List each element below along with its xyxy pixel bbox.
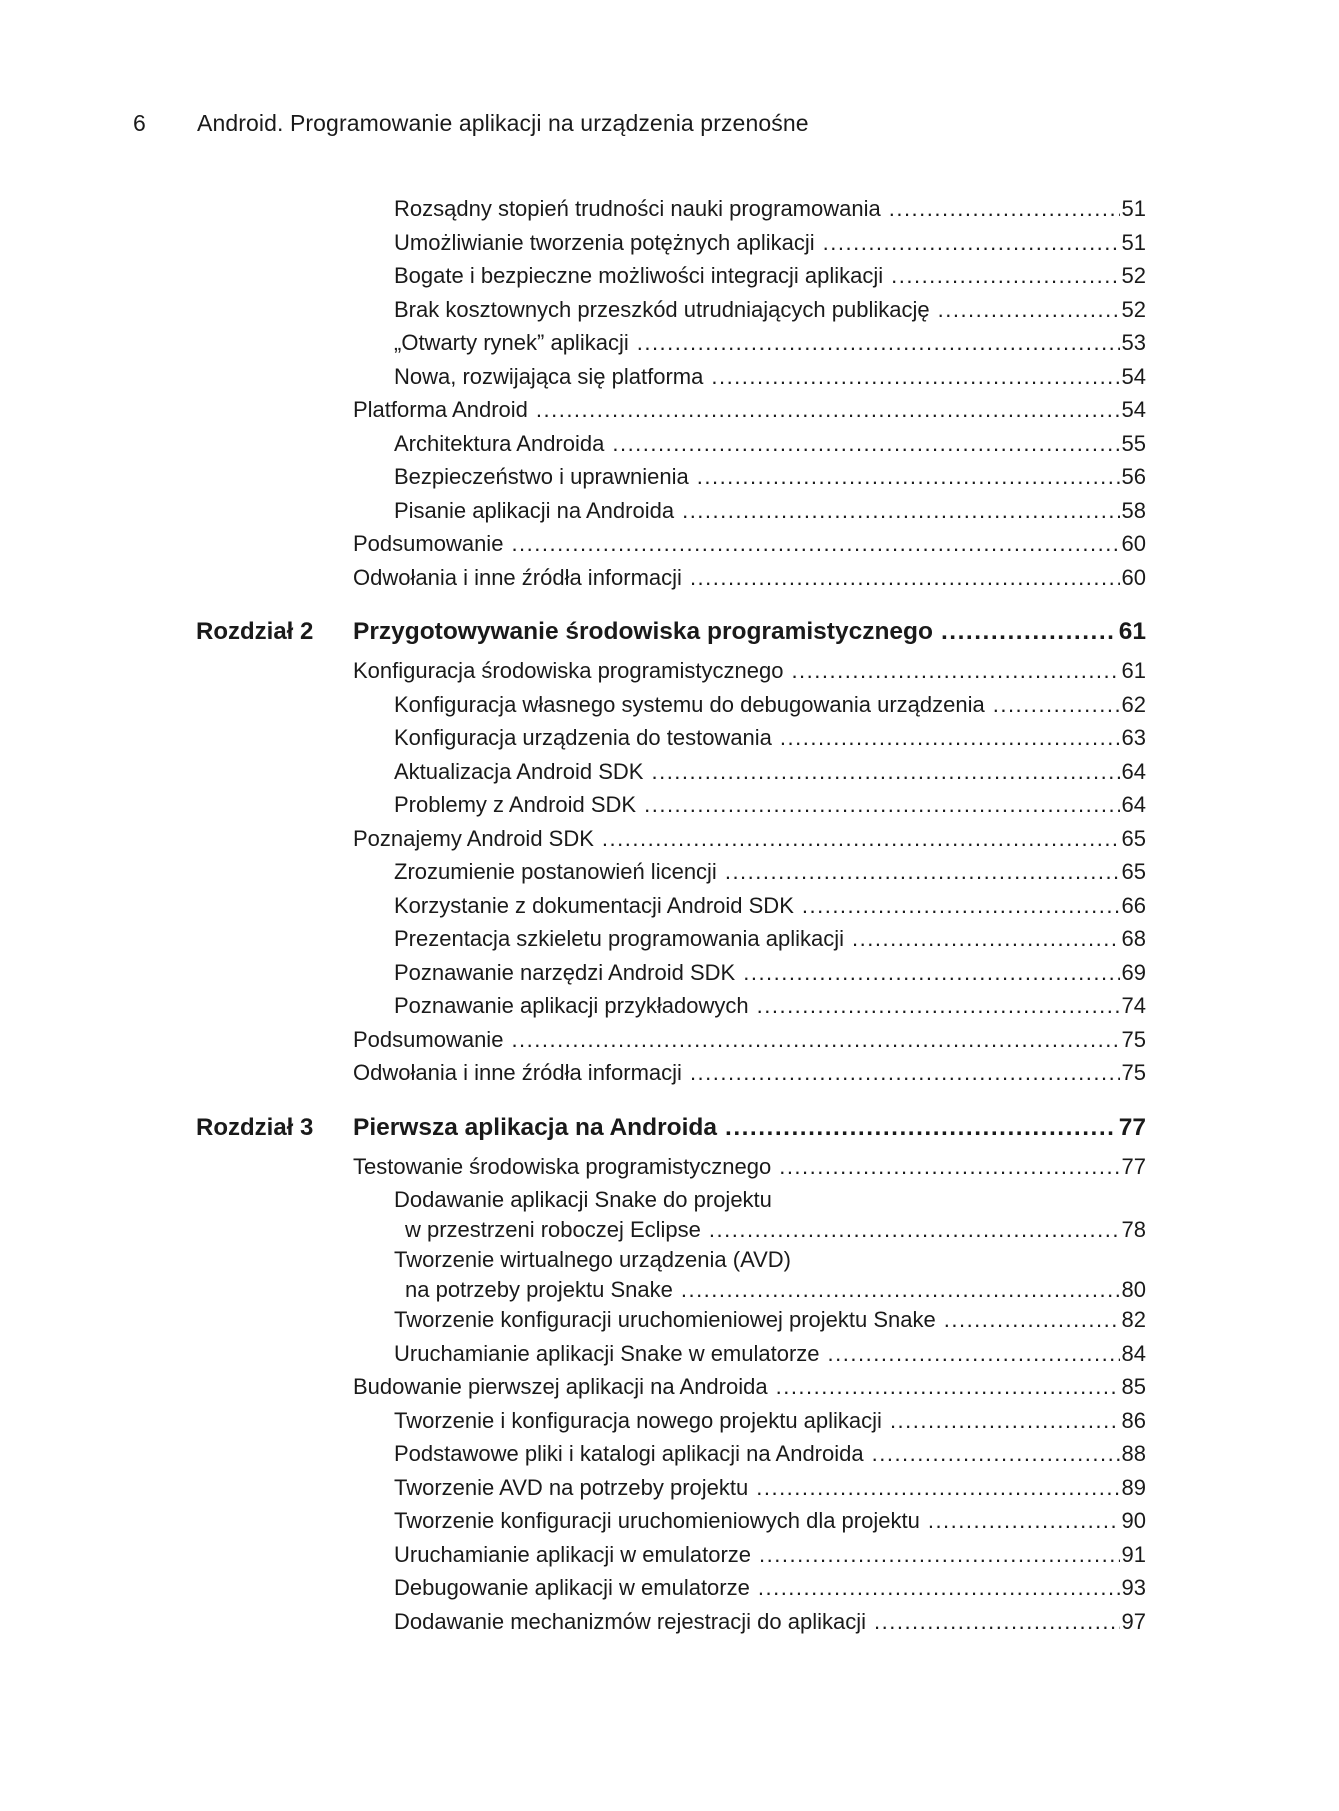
toc-page-number: 52 bbox=[1121, 263, 1146, 288]
leader-dots bbox=[759, 1540, 1119, 1570]
toc-entry-title: Pisanie aplikacji na Androida bbox=[394, 497, 675, 523]
toc-entry bbox=[394, 1439, 1146, 1469]
toc-entry bbox=[394, 790, 1146, 820]
leader-dots bbox=[944, 1305, 1120, 1335]
toc-page-number: 55 bbox=[1121, 430, 1146, 456]
toc-entry-row bbox=[196, 1607, 1146, 1641]
toc-entry bbox=[353, 824, 1146, 854]
toc-entry bbox=[394, 261, 1146, 291]
toc-entry-row bbox=[196, 1439, 1146, 1473]
toc-entry-row bbox=[196, 395, 1146, 429]
toc-entry-row bbox=[196, 1245, 1146, 1305]
toc-entry bbox=[394, 857, 1146, 887]
toc-entry-row bbox=[196, 991, 1146, 1025]
toc-entry-title: Umożliwianie tworzenia potężnych aplikacji bbox=[394, 229, 815, 255]
toc-entry bbox=[394, 1245, 1146, 1305]
toc-chapter-row bbox=[196, 608, 1146, 656]
toc-entry-row bbox=[196, 328, 1146, 362]
toc-page-number: 64 bbox=[1121, 792, 1146, 817]
toc-entry-row bbox=[196, 1372, 1146, 1406]
toc-entry bbox=[394, 1540, 1146, 1570]
leader-dots bbox=[891, 261, 1119, 291]
toc-entry-row bbox=[196, 295, 1146, 329]
leader-dots bbox=[511, 529, 1119, 559]
leader-dots bbox=[709, 1215, 1120, 1245]
toc-entry-row bbox=[196, 1506, 1146, 1540]
toc-entry-title: Budowanie pierwszej aplikacji na Androida bbox=[353, 1374, 768, 1399]
toc-entry bbox=[353, 1025, 1146, 1055]
toc-entry bbox=[353, 1058, 1146, 1088]
toc-entry bbox=[394, 690, 1146, 720]
leader-dots bbox=[651, 757, 1119, 787]
toc-entry bbox=[353, 395, 1146, 425]
leader-dots bbox=[928, 1506, 1120, 1536]
leader-dots bbox=[828, 1339, 1120, 1369]
toc-page-number: 91 bbox=[1121, 1541, 1146, 1567]
toc-entry-title: Podstawowe pliki i katalogi aplikacji na Androida bbox=[394, 1441, 864, 1466]
table-of-contents bbox=[196, 194, 1146, 1640]
toc-entry-title: „Otwarty rynek” aplikacji bbox=[394, 330, 629, 355]
leader-dots bbox=[776, 1372, 1120, 1402]
toc-entry-title: Uruchamianie aplikacji w emulatorze bbox=[394, 1541, 752, 1567]
toc-entry-row bbox=[196, 656, 1146, 690]
toc-entry-row bbox=[196, 757, 1146, 791]
toc-entry-title: Platforma Android bbox=[353, 397, 528, 422]
leader-dots bbox=[757, 991, 1120, 1021]
toc-entry-title: Odwołania i inne źródła informacji bbox=[353, 564, 682, 590]
leader-dots bbox=[612, 429, 1119, 459]
toc-entry-row bbox=[196, 891, 1146, 925]
toc-entry-title: Tworzenie konfiguracji uruchomieniowej projektu Snake bbox=[394, 1307, 936, 1332]
toc-page-number: 58 bbox=[1121, 497, 1146, 523]
toc-entry-row bbox=[196, 462, 1146, 496]
toc-entry-title: Tworzenie wirtualnego urządzenia (AVD) bbox=[394, 1247, 791, 1272]
toc-entry-title: Nowa, rozwijająca się platforma bbox=[394, 363, 704, 389]
toc-page-number: 84 bbox=[1121, 1340, 1146, 1366]
toc-entry bbox=[394, 723, 1146, 753]
toc-page-number: 75 bbox=[1121, 1026, 1146, 1052]
toc-entry-row bbox=[196, 1339, 1146, 1373]
toc-entry-title: Bogate i bezpieczne możliwości integracji aplikacji bbox=[394, 263, 884, 288]
toc-entry-title: Tworzenie i konfiguracja nowego projektu aplikacji bbox=[394, 1407, 882, 1433]
toc-entry-title: Aktualizacja Android SDK bbox=[394, 758, 644, 784]
leader-dots bbox=[637, 328, 1120, 358]
toc-entry bbox=[394, 194, 1146, 224]
chapter-label: Rozdział 2 bbox=[196, 618, 314, 645]
toc-page-number: 77 bbox=[1118, 1113, 1146, 1141]
toc-entry bbox=[394, 1339, 1146, 1369]
toc-page-number: 65 bbox=[1121, 825, 1146, 851]
toc-entry-title: Konfiguracja środowiska programistycznego bbox=[353, 658, 784, 683]
leader-dots bbox=[644, 790, 1119, 820]
toc-entry-row bbox=[196, 824, 1146, 858]
toc-entry-title: Konfiguracja własnego systemu do debugowania urządzenia bbox=[394, 691, 985, 717]
leader-dots bbox=[993, 690, 1120, 720]
toc-entry bbox=[394, 1506, 1146, 1536]
toc-page-number: 61 bbox=[1118, 618, 1146, 645]
toc-entry-title: Bezpieczeństwo i uprawnienia bbox=[394, 464, 689, 489]
toc-entry-row bbox=[196, 362, 1146, 396]
toc-entry-title: Poznawanie narzędzi Android SDK bbox=[394, 959, 736, 985]
toc-entry bbox=[394, 295, 1146, 325]
leader-dots bbox=[938, 295, 1120, 325]
toc-entry-row bbox=[196, 496, 1146, 530]
toc-page-number: 69 bbox=[1121, 959, 1146, 985]
toc-entry-row bbox=[196, 1152, 1146, 1186]
leader-dots bbox=[791, 656, 1119, 686]
toc-entry-row bbox=[196, 1025, 1146, 1059]
leader-dots bbox=[711, 362, 1119, 392]
toc-entry-row bbox=[196, 958, 1146, 992]
toc-entry-row bbox=[196, 1305, 1146, 1339]
toc-page-number: 52 bbox=[1121, 296, 1146, 322]
toc-page-number: 51 bbox=[1121, 229, 1146, 255]
toc-entry bbox=[394, 496, 1146, 526]
leader-dots bbox=[743, 958, 1119, 988]
toc-entry-title: Tworzenie konfiguracji uruchomieniowych dla projektu bbox=[394, 1508, 920, 1533]
toc-entry-title: Zrozumienie postanowień licencji bbox=[394, 859, 717, 884]
toc-page-number: 89 bbox=[1121, 1474, 1146, 1500]
toc-entry-title: Dodawanie mechanizmów rejestracji do aplikacji bbox=[394, 1608, 866, 1634]
leader-dots bbox=[823, 228, 1120, 258]
toc-entry-title: Konfiguracja urządzenia do testowania bbox=[394, 725, 772, 750]
leader-dots bbox=[682, 496, 1119, 526]
toc-entry bbox=[353, 563, 1146, 593]
leader-dots bbox=[602, 824, 1120, 854]
toc-entry bbox=[394, 757, 1146, 787]
toc-entry-title: Odwołania i inne źródła informacji bbox=[353, 1060, 682, 1085]
toc-page-number: 62 bbox=[1121, 691, 1146, 717]
toc-entry-title-cont: na potrzeby projektu Snake bbox=[405, 1277, 673, 1302]
toc-page-number: 61 bbox=[1121, 658, 1146, 683]
toc-entry-row bbox=[196, 563, 1146, 597]
toc-entry-title: Poznajemy Android SDK bbox=[353, 825, 594, 851]
leader-dots bbox=[690, 1058, 1120, 1088]
toc-page-number: 56 bbox=[1121, 464, 1146, 489]
toc-entry-continuation bbox=[394, 1215, 1146, 1245]
toc-entry-row bbox=[196, 924, 1146, 958]
toc-entry-row bbox=[196, 261, 1146, 295]
toc-entry-row bbox=[196, 1058, 1146, 1092]
toc-entry-title: Problemy z Android SDK bbox=[394, 792, 637, 817]
toc-entry-title: Podsumowanie bbox=[353, 531, 504, 556]
toc-entry-title: Pierwsza aplikacja na Androida bbox=[353, 1113, 718, 1141]
toc-entry-continuation bbox=[394, 1275, 1146, 1305]
toc-entry bbox=[394, 891, 1146, 921]
leader-dots bbox=[874, 1607, 1120, 1637]
leader-dots bbox=[780, 723, 1120, 753]
toc-page-number: 54 bbox=[1121, 363, 1146, 389]
toc-page-number: 75 bbox=[1121, 1060, 1146, 1085]
toc-entry-row bbox=[196, 1185, 1146, 1245]
toc-entry-row bbox=[196, 228, 1146, 262]
toc-entry-title-cont: w przestrzeni roboczej Eclipse bbox=[405, 1217, 701, 1242]
leader-dots bbox=[779, 1152, 1119, 1182]
toc-entry-title: Poznawanie aplikacji przykładowych bbox=[394, 993, 749, 1018]
toc-entry-title: Prezentacja szkieletu programowania aplikacji bbox=[394, 926, 845, 951]
toc-entry bbox=[353, 529, 1146, 559]
toc-page-number: 97 bbox=[1121, 1608, 1146, 1634]
toc-page-number: 77 bbox=[1121, 1153, 1146, 1179]
toc-page-number: 80 bbox=[1121, 1277, 1146, 1302]
toc-page-number: 86 bbox=[1121, 1407, 1146, 1433]
toc-entry bbox=[394, 1185, 1146, 1245]
toc-entry-title: Testowanie środowiska programistycznego bbox=[353, 1153, 772, 1179]
toc-page-number: 82 bbox=[1121, 1307, 1146, 1332]
toc-entry bbox=[353, 1372, 1146, 1402]
toc-page-number: 66 bbox=[1121, 892, 1146, 918]
toc-entry bbox=[394, 429, 1146, 459]
leader-dots bbox=[756, 1473, 1119, 1503]
toc-entry-row bbox=[196, 690, 1146, 724]
leader-dots bbox=[889, 194, 1120, 224]
toc-page-number: 90 bbox=[1121, 1508, 1146, 1533]
toc-entry-row bbox=[196, 1573, 1146, 1607]
toc-page-number: 65 bbox=[1121, 859, 1146, 884]
page-number: 6 bbox=[133, 110, 146, 136]
toc-entry bbox=[394, 362, 1146, 392]
toc-entry bbox=[394, 1406, 1146, 1436]
toc-entry bbox=[353, 608, 1146, 656]
toc-entry bbox=[394, 1305, 1146, 1335]
toc-entry bbox=[394, 1573, 1146, 1603]
toc-page-number: 68 bbox=[1121, 926, 1146, 951]
toc-entry bbox=[394, 1473, 1146, 1503]
toc-page-number: 64 bbox=[1121, 758, 1146, 784]
toc-chapter-row bbox=[196, 1104, 1146, 1152]
leader-dots bbox=[511, 1025, 1119, 1055]
toc-entry-row bbox=[196, 1406, 1146, 1440]
toc-entry-title: Tworzenie AVD na potrzeby projektu bbox=[394, 1474, 749, 1500]
toc-entry-title: Brak kosztownych przeszkód utrudniających publikację bbox=[394, 296, 930, 322]
leader-dots bbox=[802, 891, 1120, 921]
toc-page-number: 53 bbox=[1121, 330, 1146, 355]
toc-entry-row bbox=[196, 529, 1146, 563]
toc-entry-row bbox=[196, 790, 1146, 824]
leader-dots bbox=[536, 395, 1120, 425]
toc-entry-title: Przygotowywanie środowiska programistycznego bbox=[353, 618, 933, 645]
leader-dots bbox=[725, 857, 1120, 887]
toc-entry bbox=[394, 958, 1146, 988]
toc-page-number: 88 bbox=[1121, 1441, 1146, 1466]
toc-entry bbox=[394, 991, 1146, 1021]
toc-page-number: 51 bbox=[1121, 196, 1146, 221]
toc-entry bbox=[394, 462, 1146, 492]
toc-entry-row bbox=[196, 1473, 1146, 1507]
toc-page-number: 93 bbox=[1121, 1575, 1146, 1600]
leader-dots bbox=[697, 462, 1120, 492]
toc-entry bbox=[394, 1607, 1146, 1637]
running-head bbox=[133, 110, 809, 137]
chapter-label: Rozdział 3 bbox=[196, 1113, 314, 1141]
toc-entry bbox=[353, 1152, 1146, 1182]
leader-dots bbox=[941, 608, 1117, 656]
toc-page-number: 63 bbox=[1121, 725, 1146, 750]
book-title: Android. Programowanie aplikacji na urządzenia przenośne bbox=[197, 110, 809, 136]
leader-dots bbox=[852, 924, 1120, 954]
leader-dots bbox=[872, 1439, 1120, 1469]
leader-dots bbox=[690, 563, 1120, 593]
toc-entry-title: Rozsądny stopień trudności nauki programowania bbox=[394, 196, 881, 221]
leader-dots bbox=[890, 1406, 1120, 1436]
toc-entry-title: Architektura Androida bbox=[394, 430, 605, 456]
toc-page-number: 78 bbox=[1121, 1217, 1146, 1242]
toc-page-number: 60 bbox=[1121, 531, 1146, 556]
leader-dots bbox=[758, 1573, 1120, 1603]
toc-entry-row bbox=[196, 723, 1146, 757]
toc-page-number: 60 bbox=[1121, 564, 1146, 590]
leader-dots bbox=[725, 1104, 1117, 1152]
toc-entry-row bbox=[196, 429, 1146, 463]
toc-entry bbox=[353, 656, 1146, 686]
toc-entry-title: Debugowanie aplikacji w emulatorze bbox=[394, 1575, 750, 1600]
toc-entry-title: Podsumowanie bbox=[353, 1026, 504, 1052]
toc-entry bbox=[394, 924, 1146, 954]
toc-entry bbox=[394, 228, 1146, 258]
toc-entry-title: Dodawanie aplikacji Snake do projektu bbox=[394, 1187, 772, 1212]
toc-entry-row bbox=[196, 194, 1146, 228]
toc-page-number: 85 bbox=[1121, 1374, 1146, 1399]
leader-dots bbox=[681, 1275, 1120, 1305]
toc-entry-row bbox=[196, 857, 1146, 891]
toc-entry-row bbox=[196, 1540, 1146, 1574]
toc-page-number: 74 bbox=[1121, 993, 1146, 1018]
toc-entry bbox=[353, 1104, 1146, 1152]
toc-entry-title: Uruchamianie aplikacji Snake w emulatorze bbox=[394, 1340, 820, 1366]
toc-page-number: 54 bbox=[1121, 397, 1146, 422]
toc-entry-title: Korzystanie z dokumentacji Android SDK bbox=[394, 892, 794, 918]
toc-entry bbox=[394, 328, 1146, 358]
